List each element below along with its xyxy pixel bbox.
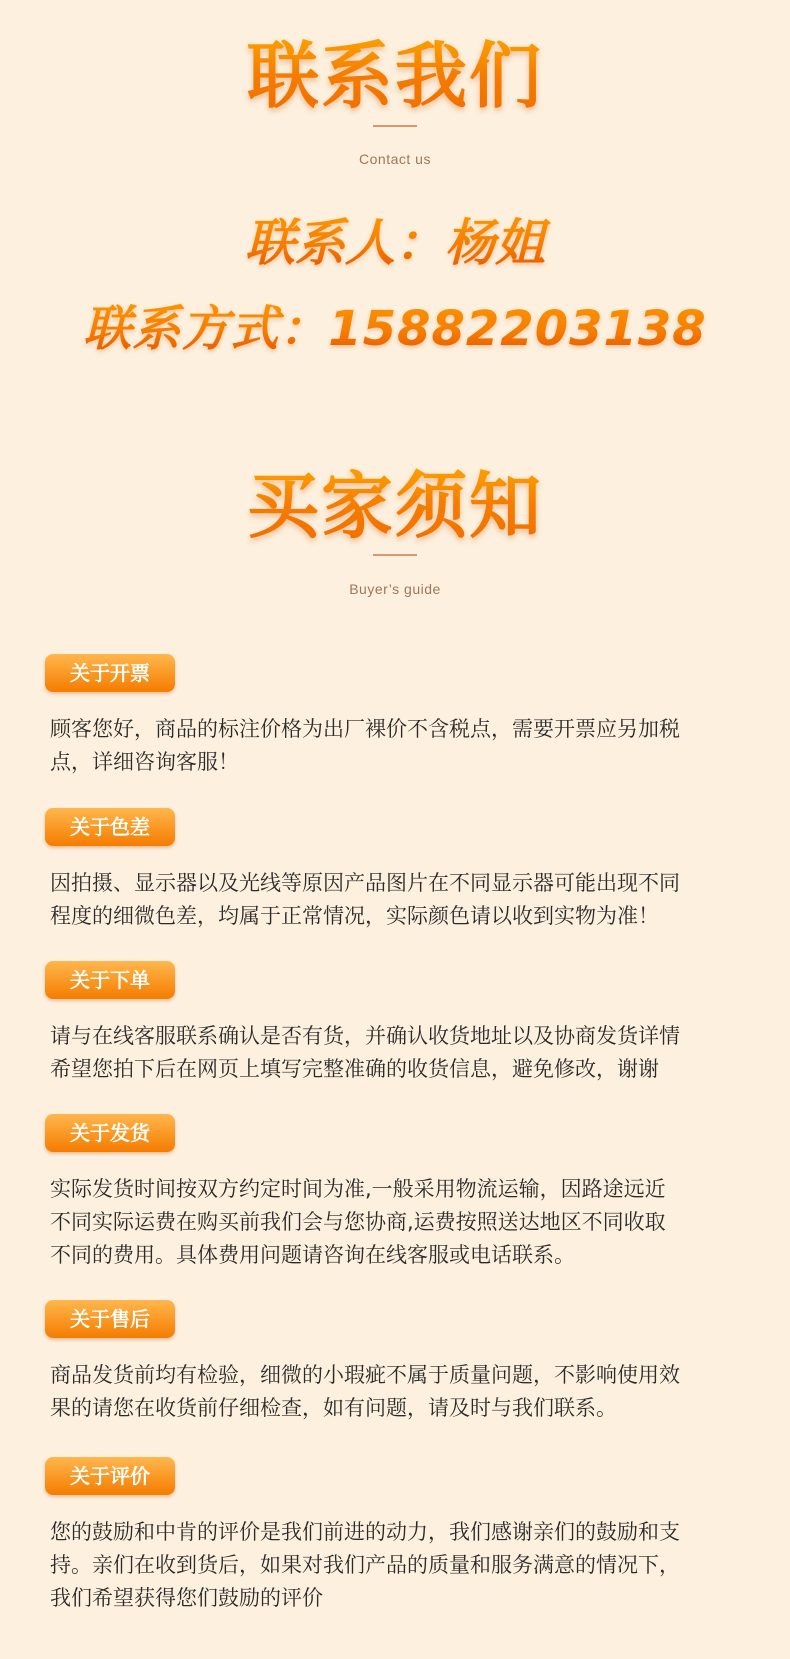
section-badge-review: 关于评价 [45, 1457, 175, 1495]
guide-subtitle: Buyer’s guide [349, 581, 441, 597]
section-text-review: 您的鼓励和中肯的评价是我们前进的动力，我们感谢亲们的鼓励和支 持。亲们在收到货后，如果对我们产品的质量和服务满意的情况下， 我们希望获得您们鼓励的评价 [50, 1520, 680, 1610]
contact-divider [373, 125, 417, 127]
contact-person: 联系人：杨姐 [0, 203, 790, 275]
section-text-invoice: 顾客您好，商品的标注价格为出厂裸价不含税点，需要开票应另加税 点，详细咨询客服！ [50, 717, 680, 774]
section-text-color: 因拍摄、显示器以及光线等原因产品图片在不同显示器可能出现不同 程度的细微色差，均属于正常情况，实际颜色请以收到实物为准！ [50, 871, 680, 928]
guide-title: 买家须知 [0, 448, 790, 552]
section-badge-color: 关于色差 [45, 808, 175, 846]
section-text-order: 请与在线客服联系确认是否有货，并确认收货地址以及协商发货详情 希望您拍下后在网页上填写完整准确的收货信息，避免修改，谢谢 [50, 1024, 680, 1081]
section-badge-shipping: 关于发货 [45, 1114, 175, 1152]
section-badge-order: 关于下单 [45, 961, 175, 999]
section-text-shipping: 实际发货时间按双方约定时间为准,一般采用物流运输，因路途远近 不同实际运费在购买前我们会与您协商,运费按照送达地区不同收取 不同的费用。具体费用问题请咨询在线客服或电话联系。 [50, 1177, 666, 1267]
contact-phone: 联系方式：15882203138 [0, 290, 790, 359]
section-text-aftersales: 商品发货前均有检验，细微的小瑕疵不属于质量问题，不影响使用效 果的请您在收货前仔细检查，如有问题，请及时与我们联系。 [50, 1363, 680, 1420]
contact-title: 联系我们 [0, 18, 790, 122]
section-badge-aftersales: 关于售后 [45, 1300, 175, 1338]
guide-divider [373, 554, 417, 556]
contact-subtitle: Contact us [359, 151, 431, 167]
section-badge-invoice: 关于开票 [45, 654, 175, 692]
